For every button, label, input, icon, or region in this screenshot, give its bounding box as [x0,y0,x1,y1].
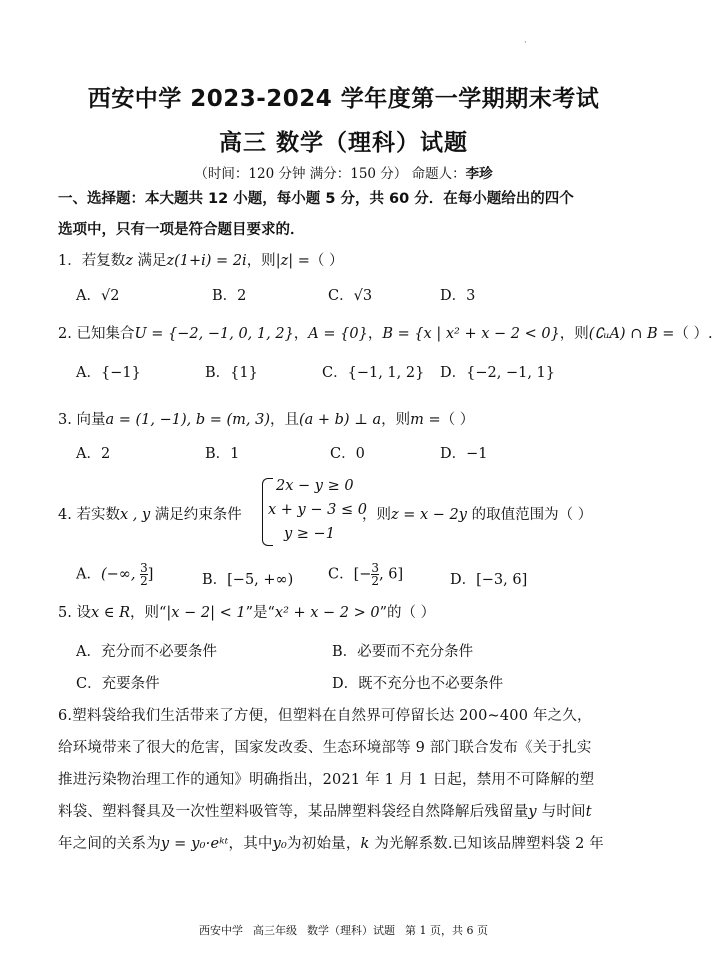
footer-subject: 数学（理科）试题 [307,924,395,937]
question-5-option-c: C．充要条件 [76,676,160,692]
question-2-option-a: A．{−1} [76,365,141,381]
question-1-option-b: B．2 [212,288,247,304]
page-footer [0,922,687,938]
question-4-option-a: A．(−∞, $\frac{3}{2}$] [76,561,154,588]
question-6-line-3: 推进污染物治理工作的通知》明确指出，2021 年 1 月 1 日起，禁用不可降解的塑 [58,772,595,788]
section-1-heading-line2: 选项中，只有一项是符合题目要求的． [58,222,305,238]
section-1-heading-line1: 一、选择题：本大题共 12 小题，每小题 5 分，共 60 分．在每小题给出的四个 [58,191,574,207]
question-1-stem: 1．若复数z 满足z(1+i) = 2i，则|z| =（ ） [58,253,344,269]
question-6-line-2: 给环境带来了很大的危害，国家发改委、生态环境部等 9 部门联合发布《关于扎实 [58,740,592,756]
question-3-option-c: C．0 [330,446,365,462]
constraint-2: x + y − 3 ≤ 0 [268,502,367,518]
question-5-stem: 5. 设x ∈ R，则“|x − 2| < 1”是“x² + x − 2 > 0”的（ ） [58,605,436,621]
footer-school: 西安中学 [199,924,243,937]
scan-dot: · [524,38,527,47]
question-1-option-d: D．3 [440,288,476,304]
question-3-option-b: B．1 [205,446,240,462]
exam-subtitle: 高三 数学（理科）试题 [218,130,468,156]
exam-info-text: （时间：120 分钟 满分：150 分） 命题人： [194,166,466,182]
question-4-option-d: D．[−3, 6] [450,572,528,588]
question-1-option-c: C．√3 [328,288,373,304]
question-5-option-a: A．充分而不必要条件 [76,644,217,660]
question-2-stem: 2. 已知集合U = {−2, −1, 0, 1, 2}，A = {0}，B = {x | x² + x − 2 < 0}，则(∁ᵤA) ∩ B =（ ）. [58,326,713,342]
question-1-option-a: A．√2 [76,288,120,304]
exam-author: 李珍 [465,166,493,182]
question-3-option-d: D．−1 [440,446,488,462]
question-4-option-b: B．[−5, +∞) [202,572,294,588]
constraint-1: 2x − y ≥ 0 [276,478,354,494]
question-3-stem: 3. 向量a = (1, −1), b = (m, 3)，且(a + b) ⊥ a，则m =（ ） [58,412,475,428]
question-4-stem-left: 4. 若实数x , y 满足约束条件 [58,507,242,523]
question-5-option-d: D．既不充分也不必要条件 [332,676,504,692]
question-3-option-a: A．2 [76,446,111,462]
question-6-line-1: 6.塑料袋给我们生活带来了方便，但塑料在自然界可停留长达 200~400 年之久， [58,708,592,724]
fraction-3-2-a: $\frac{3}{2}$ [140,561,148,588]
footer-grade: 高三年级 [253,924,297,937]
question-2-option-b: B．{1} [205,365,258,381]
question-4-stem-right: ，则z = x − 2y 的取值范围为（ ） [362,507,593,523]
question-6-line-5: 年之间的关系为y = y₀·eᵏᵗ，其中y₀为初始量，k 为光解系数.已知该品牌塑料袋 2 年 [58,836,605,852]
footer-page: 第 1 页，共 6 页 [405,924,488,937]
constraint-3: y ≥ −1 [284,526,335,542]
question-2-option-c: C．{−1, 1, 2} [322,365,425,381]
fraction-3-2-c: $\frac{3}{2}$ [371,561,380,588]
question-4-option-c: C．[− $\frac{3}{2}$, 6] [328,561,404,588]
question-5-option-b: B．必要而不充分条件 [332,644,474,660]
exam-info [0,162,687,182]
question-6-line-4: 料袋、塑料餐具及一次性塑料吸管等，某品牌塑料袋经自然降解后残留量y 与时间t [58,804,592,820]
question-2-option-d: D．{−2, −1, 1} [440,365,555,381]
exam-title: 西安中学 2023-2024 学年度第一学期期末考试 [87,86,600,112]
